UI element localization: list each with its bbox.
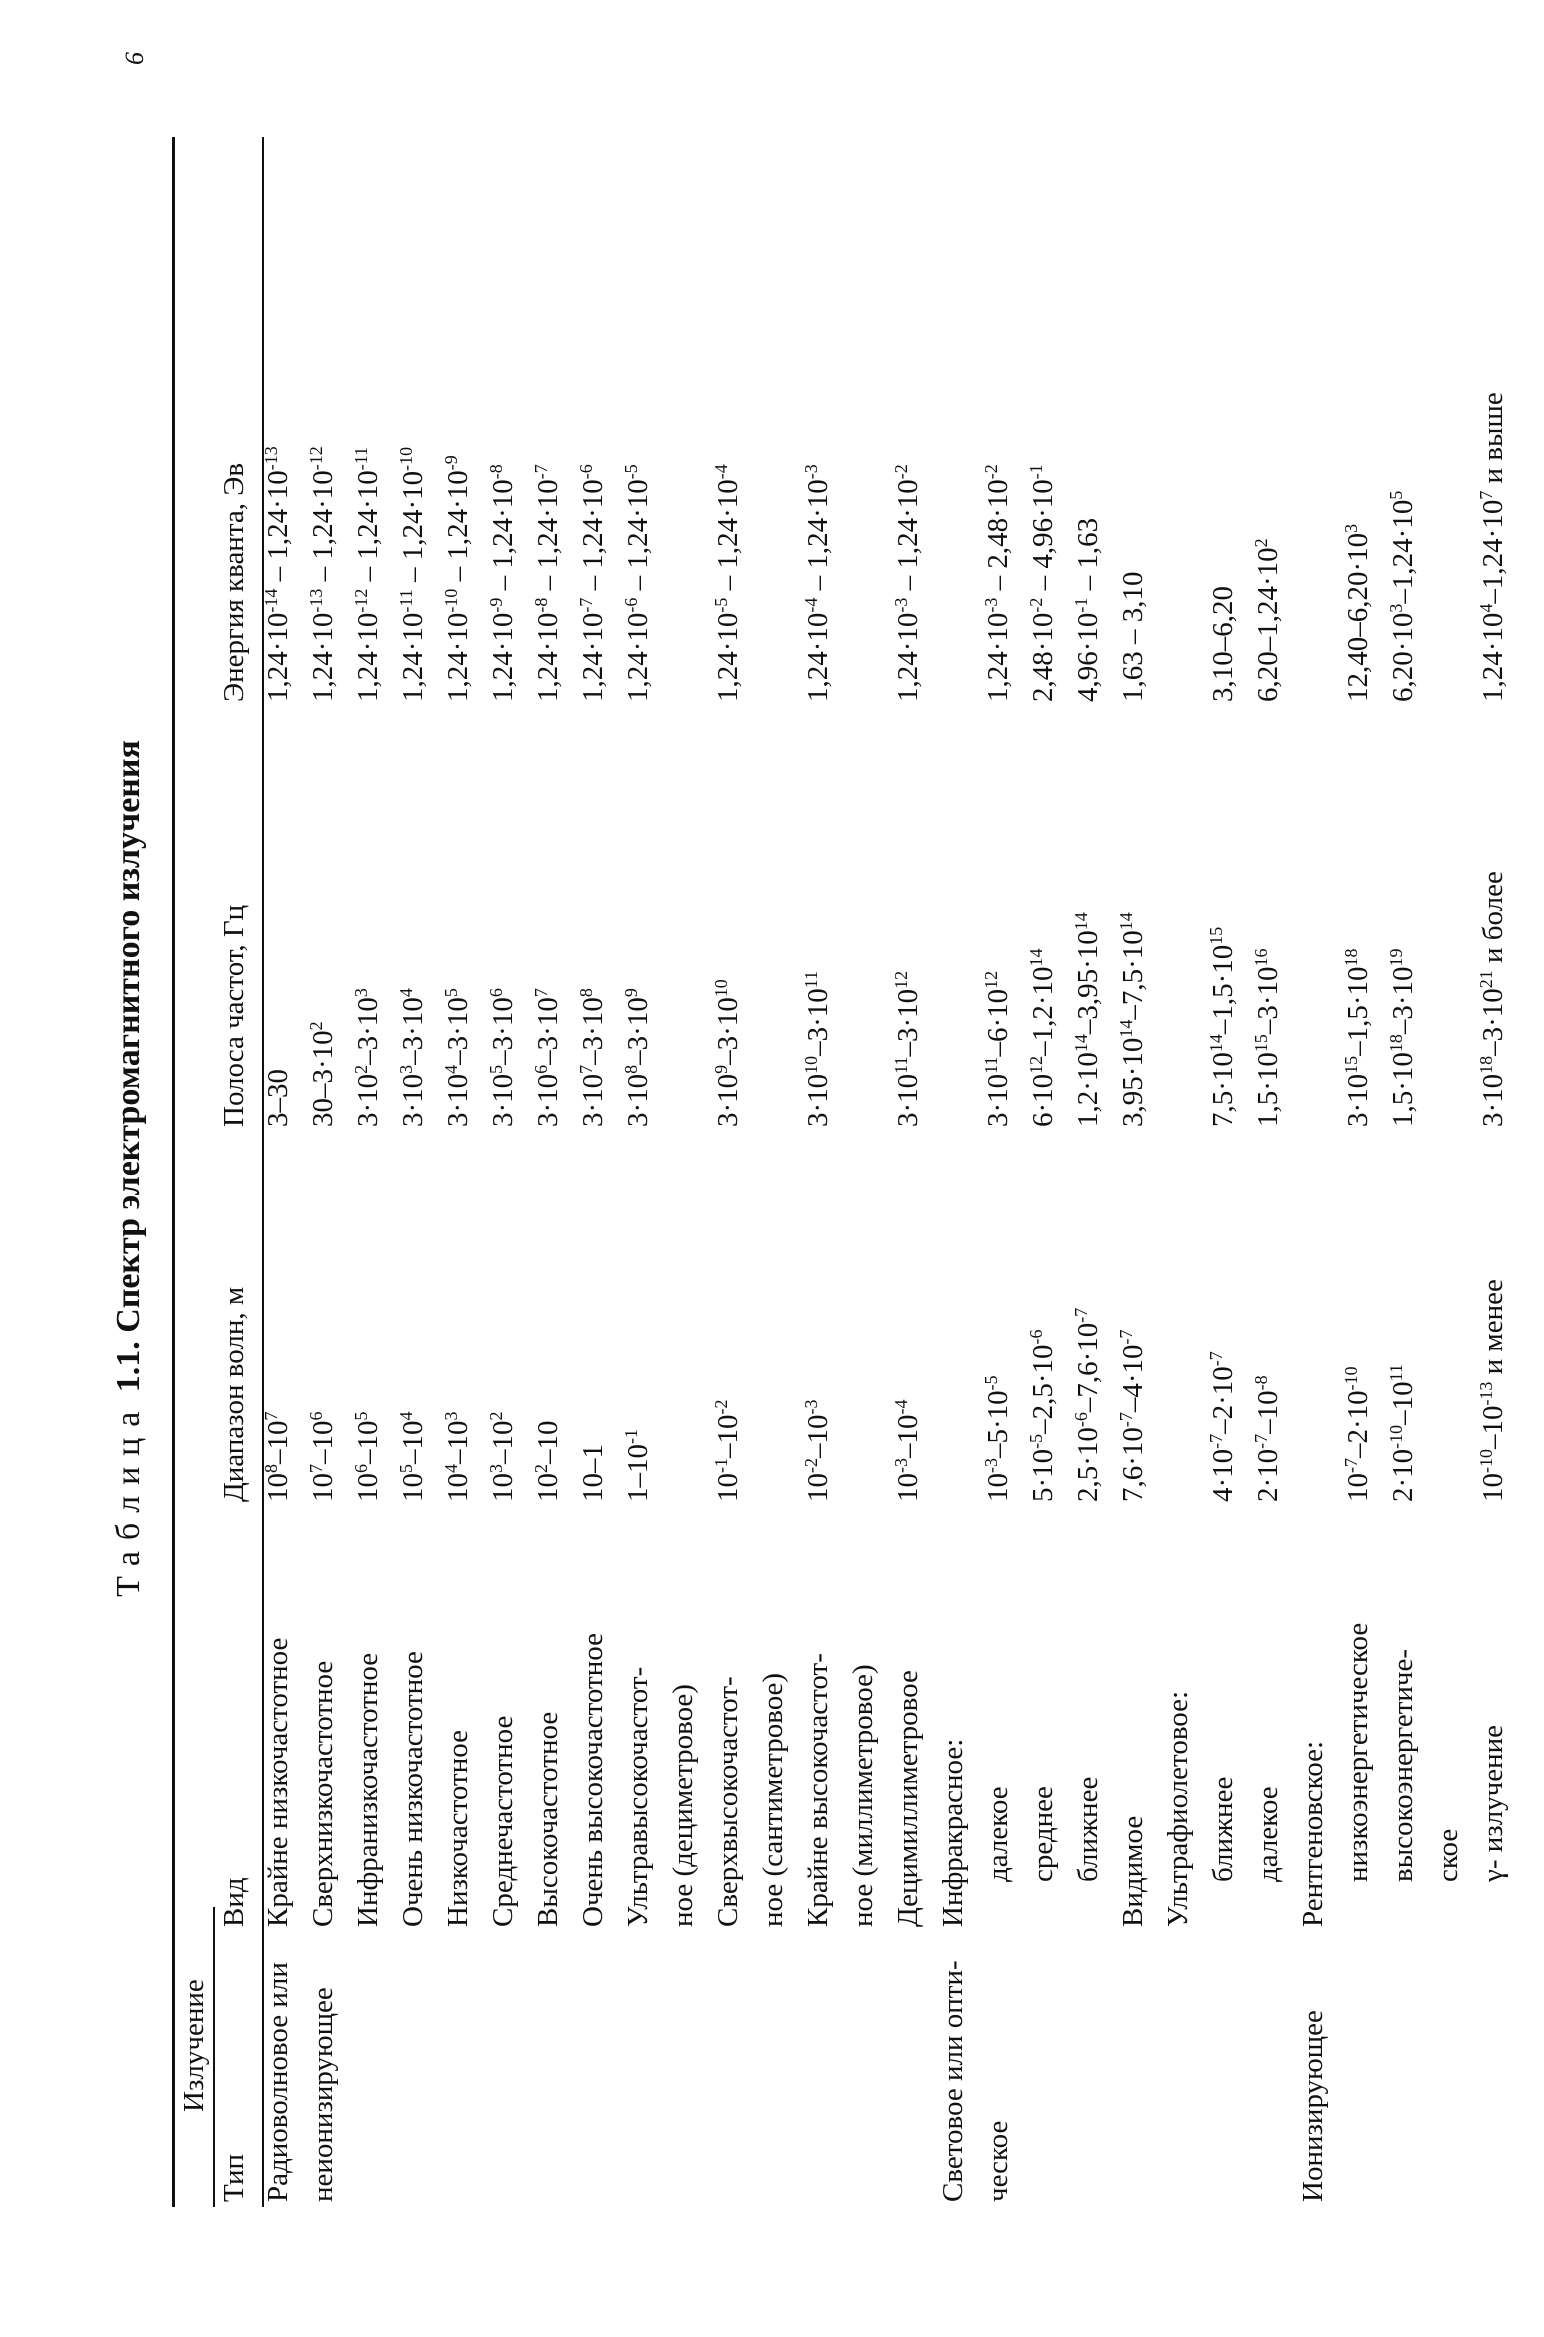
cell-type: Ионизирующее	[1297, 2010, 1329, 2202]
table-row	[620, 0, 665, 2337]
cell-type: ческое	[982, 2120, 1014, 2202]
cell-type: Световое или опти-	[937, 1960, 969, 2202]
cell-frequency: $3\cdot 10^4-3\cdot 10^5$	[441, 988, 474, 1127]
table-row	[575, 0, 620, 2337]
cell-wavelength: $10^3-10^2$	[486, 1411, 519, 1502]
cell-frequency: $7,5\cdot 10^{14}-1,5\cdot 10^{15}$	[1206, 926, 1239, 1127]
cell-energy: $1,24\cdot 10^{-6} - 1,24\cdot 10^{-5}$	[621, 464, 654, 702]
cell-type: неионизирующее	[307, 1987, 339, 2202]
cell-frequency: $3\cdot 10^2-3\cdot 10^3$	[351, 988, 384, 1127]
cell-energy: $2,48\cdot 10^{-2} - 4,96\cdot 10^{-1}$	[1026, 464, 1059, 702]
top-rule	[172, 137, 175, 2207]
cell-kind: среднее	[1027, 1786, 1059, 1882]
cell-wavelength: $5\cdot 10^{-5}-2,5\cdot 10^{-6}$	[1026, 1329, 1059, 1502]
cell-kind: Очень высокочастотное	[577, 1633, 609, 1927]
cell-kind: ближнее	[1207, 1776, 1239, 1882]
cell-energy: $1,24\cdot 10^{-3} - 2,48\cdot 10^{-2}$	[981, 464, 1014, 702]
cell-wavelength: $2\cdot 10^{-10}-10^{11}$	[1386, 1364, 1419, 1502]
cell-wavelength: $10^{-1}-10^{-2}$	[711, 1399, 744, 1502]
cell-frequency: $1,5\cdot 10^{15}-3\cdot 10^{16}$	[1251, 948, 1284, 1127]
table-row	[1385, 0, 1430, 2337]
table-row	[755, 0, 800, 2337]
cell-kind: Высокочастотное	[532, 1711, 564, 1927]
table-caption	[110, 0, 148, 2337]
cell-frequency: $3\cdot 10^{18}-3\cdot 10^{21}$ и более	[1476, 871, 1509, 1127]
table-row	[440, 0, 485, 2337]
cell-frequency: $1,5\cdot 10^{18}-3\cdot 10^{19}$	[1386, 948, 1419, 1127]
cell-kind: высокоэнергетиче-	[1387, 1648, 1419, 1882]
cell-energy: $1,24\cdot 10^{-9} - 1,24\cdot 10^{-8}$	[486, 464, 519, 702]
cell-kind: Сверхвысокочастот-	[712, 1676, 744, 1927]
cell-frequency: $6\cdot 10^{12}-1,2\cdot 10^{14}$	[1026, 948, 1059, 1127]
cell-wavelength: $4\cdot 10^{-7}-2\cdot 10^{-7}$	[1206, 1351, 1239, 1502]
table-row	[1070, 0, 1115, 2337]
table-row	[305, 0, 350, 2337]
cell-kind: далекое	[1252, 1786, 1284, 1882]
cell-frequency: $3\cdot 10^{11}-3\cdot 10^{12}$	[891, 970, 924, 1127]
cell-wavelength: $10^7-10^6$	[306, 1411, 339, 1502]
table-row	[665, 0, 710, 2337]
cell-energy: $6,20-1,24\cdot 10^2$	[1251, 538, 1284, 702]
cell-energy: $1,24\cdot 10^{-11} - 1,24\cdot 10^{-10}$	[396, 446, 429, 702]
cell-kind: низкоэнергетическое	[1342, 1622, 1374, 1882]
cell-energy: $1,24\cdot 10^{-8} - 1,24\cdot 10^{-7}$	[531, 464, 564, 702]
cell-wavelength: $10^{-2}-10^{-3}$	[801, 1399, 834, 1502]
table-row	[935, 0, 980, 2337]
cell-kind: Видимое	[1117, 1815, 1149, 1927]
cell-energy: $1,24\cdot 10^4-1,24\cdot 10^7$ и выше	[1476, 392, 1509, 702]
cell-wavelength: $1-10^{-1}$	[621, 1429, 654, 1502]
cell-kind: Децимиллиметровое	[892, 1670, 924, 1927]
cell-wavelength: $10^2-10$	[531, 1420, 564, 1502]
cell-kind: Сверхнизкочастотное	[307, 1660, 339, 1927]
cell-frequency: $1,2\cdot 10^{14}-3,95\cdot 10^{14}$	[1071, 912, 1104, 1127]
header-type: Тип	[218, 2153, 250, 2202]
cell-frequency: 3–30	[262, 1069, 294, 1127]
cell-wavelength: 10–1	[577, 1444, 609, 1502]
cell-kind: Крайне высокочастот-	[802, 1653, 834, 1927]
cell-wavelength: $10^6-10^5$	[351, 1411, 384, 1502]
table-row	[395, 0, 440, 2337]
table-row	[1295, 0, 1340, 2337]
table-body	[260, 0, 1520, 2337]
table-row	[350, 0, 395, 2337]
cell-kind: Крайне низкочастотное	[262, 1637, 294, 1927]
cell-wavelength: $10^5-10^4$	[396, 1411, 429, 1502]
cell-kind: γ- излучение	[1477, 1724, 1509, 1882]
cell-frequency: $3\cdot 10^7-3\cdot 10^8$	[576, 988, 609, 1127]
cell-energy: $1,24\cdot 10^{-14} - 1,24\cdot 10^{-13}$	[261, 446, 294, 702]
table-row	[1115, 0, 1160, 2337]
cell-frequency: $3\cdot 10^9-3\cdot 10^{10}$	[711, 979, 744, 1127]
cell-kind: Инфракрасное:	[937, 1738, 969, 1927]
cell-wavelength: $10^{-7}-2\cdot 10^{-10}$	[1341, 1366, 1374, 1502]
table-row	[980, 0, 1025, 2337]
table-row	[1475, 0, 1520, 2337]
cell-kind: ское	[1432, 1828, 1464, 1882]
cell-kind: Среднечастотное	[487, 1715, 519, 1927]
cell-energy: $4,96\cdot 10^{-1} - 1,63$	[1071, 517, 1104, 702]
cell-wavelength: $2,5\cdot 10^{-6}-7,6\cdot 10^{-7}$	[1071, 1307, 1104, 1502]
cell-frequency: $3\cdot 10^8-3\cdot 10^9$	[621, 988, 654, 1127]
header-energy: Энергия кванта, Эв	[218, 462, 250, 702]
cell-frequency: $30-3\cdot 10^2$	[306, 1021, 339, 1127]
table-row	[890, 0, 935, 2337]
cell-frequency: $3\cdot 10^{15}-1,5\cdot 10^{18}$	[1341, 948, 1374, 1127]
cell-energy: $1,24\cdot 10^{-5} - 1,24\cdot 10^{-4}$	[711, 464, 744, 702]
cell-frequency: $3\cdot 10^3-3\cdot 10^4$	[396, 988, 429, 1127]
table-row	[1250, 0, 1295, 2337]
cell-kind: Инфранизкочастотное	[352, 1652, 384, 1927]
cell-kind: ближнее	[1072, 1776, 1104, 1882]
table-row	[485, 0, 530, 2337]
cell-energy: $1,24\cdot 10^{-12} - 1,24\cdot 10^{-11}$	[351, 446, 384, 702]
table-row	[845, 0, 890, 2337]
cell-energy: 1,63 – 3,10	[1117, 571, 1149, 702]
cell-type: Радиоволновое или	[262, 1962, 294, 2202]
cell-wavelength: $2\cdot 10^{-7}-10^{-8}$	[1251, 1375, 1284, 1502]
cell-kind: ное (миллиметровое)	[847, 1664, 879, 1927]
header-wavelength: Диапазон волн, м	[218, 1286, 250, 1502]
cell-kind: Ультрафиолетовое:	[1162, 1690, 1194, 1927]
page-number: 6	[120, 52, 149, 65]
cell-kind: Низкочастотное	[442, 1730, 474, 1927]
cell-frequency: $3,95\cdot 10^{14}-7,5\cdot 10^{14}$	[1116, 912, 1149, 1127]
cell-energy: $1,24\cdot 10^{-10} - 1,24\cdot 10^{-9}$	[441, 455, 474, 702]
header-kind: Вид	[218, 1877, 250, 1927]
table-row	[530, 0, 575, 2337]
cell-frequency: $3\cdot 10^6-3\cdot 10^7$	[531, 988, 564, 1127]
header-group: Излучение	[178, 1979, 210, 2112]
cell-wavelength: $10^4-10^3$	[441, 1411, 474, 1502]
table-row	[710, 0, 755, 2337]
cell-frequency: $3\cdot 10^{11}-6\cdot 10^{12}$	[981, 970, 1014, 1127]
cell-wavelength: $10^{-3}-10^{-4}$	[891, 1399, 924, 1502]
table-row	[1205, 0, 1250, 2337]
cell-energy: $1,24\cdot 10^{-4} - 1,24\cdot 10^{-3}$	[801, 464, 834, 702]
cell-energy: $1,24\cdot 10^{-3} - 1,24\cdot 10^{-2}$	[891, 464, 924, 702]
header-frequency: Полоса частот, Гц	[218, 904, 250, 1127]
table-row	[260, 0, 305, 2337]
table-label: Таблица	[110, 1400, 147, 1597]
cell-wavelength: $10^{-3}-5\cdot 10^{-5}$	[981, 1375, 1014, 1502]
table-row	[800, 0, 845, 2337]
cell-kind: далекое	[982, 1786, 1014, 1882]
table-title: 1.1. Спектр электромагнитного излучения	[110, 740, 147, 1393]
cell-kind: Ультравысокочастот-	[622, 1666, 654, 1927]
cell-energy: 3,10–6,20	[1207, 586, 1239, 702]
cell-energy: $1,24\cdot 10^{-13} - 1,24\cdot 10^{-12}$	[306, 446, 339, 702]
group-underline	[213, 1907, 215, 2207]
cell-frequency: $3\cdot 10^5-3\cdot 10^6$	[486, 988, 519, 1127]
cell-frequency: $3\cdot 10^{10}-3\cdot 10^{11}$	[801, 970, 834, 1127]
table-row	[1025, 0, 1070, 2337]
cell-kind: ное (дециметровое)	[667, 1684, 699, 1927]
table-row	[1160, 0, 1205, 2337]
cell-kind: Очень низкочастотное	[397, 1651, 429, 1927]
table-row	[1340, 0, 1385, 2337]
cell-wavelength: $10^{-10}-10^{-13}$ и менее	[1476, 1279, 1509, 1502]
cell-energy: $1,24\cdot 10^{-7} - 1,24\cdot 10^{-6}$	[576, 464, 609, 702]
cell-kind: Рентгеновское:	[1297, 1740, 1329, 1927]
cell-kind: ное (сантиметровое)	[757, 1672, 789, 1927]
table-row	[1430, 0, 1475, 2337]
cell-energy: $6,20\cdot 10^3-1,24\cdot 10^5$	[1386, 490, 1419, 702]
cell-wavelength: $7,6\cdot 10^{-7}-4\cdot 10^{-7}$	[1116, 1329, 1149, 1502]
cell-wavelength: $10^8-10^7$	[261, 1411, 294, 1502]
cell-energy: $12,40-6,20\cdot 10^3$	[1341, 523, 1374, 702]
